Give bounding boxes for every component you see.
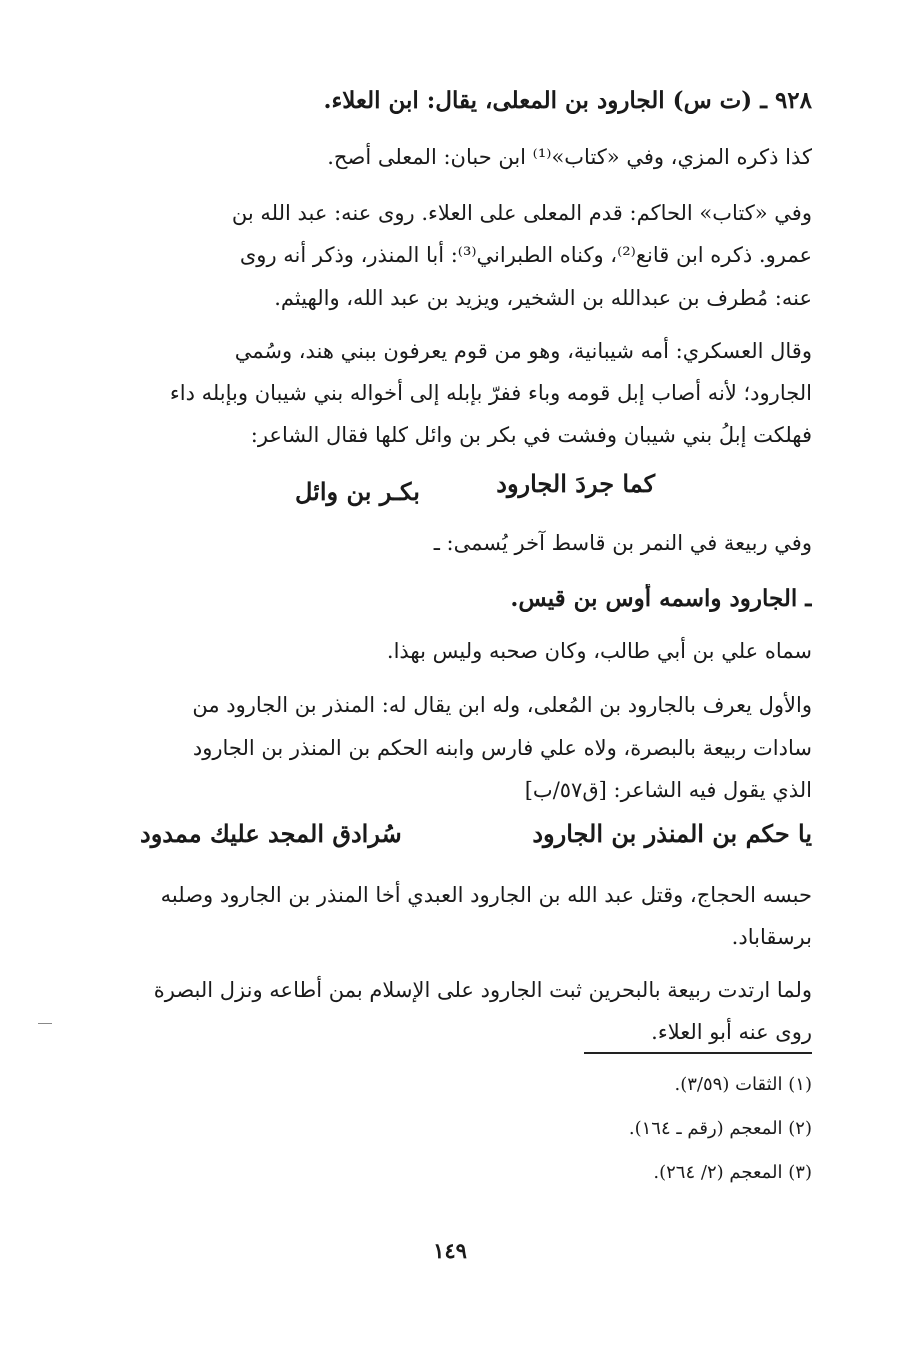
verse-hemistich-left: سُرادق المجد عليك ممدود — [140, 819, 402, 848]
paragraph-line: عنه: مُطرف بن عبدالله بن الشخير، ويزيد بن عبد الله، والهيثم. — [274, 286, 812, 310]
paragraph-line: وفي «كتاب» الحاكم: قدم المعلى على العلاء. روى عنه: عبد الله بن — [231, 201, 812, 225]
paragraph-line: وفي ربيعة في النمر بن قاسط آخر يُسمى: ـ — [433, 531, 812, 555]
paragraph-line: فهلكت إبلُ بني شيبان وفشت في بكر بن وائل كلها فقال الشاعر: — [250, 423, 812, 447]
entry-heading: ٩٢٨ ـ (ت س) الجارود بن المعلى، يقال: ابن العلاء. — [323, 87, 812, 114]
paragraph-line: برسقاباد. — [731, 925, 812, 949]
page-number: ١٤٩ — [433, 1238, 467, 1263]
paragraph-line: الذي يقول فيه الشاعر: [ق٥٧/ب] — [524, 778, 812, 802]
footnote: (٣) المعجم (٢/ ٢٦٤). — [653, 1162, 812, 1183]
paragraph-line: كذا ذكره المزي، وفي «كتاب»⁽¹⁾ ابن حبان: المعلى أصح. — [327, 145, 812, 169]
verse-hemistich-right: كما جردَ الجارود — [496, 469, 655, 498]
paragraph-line: ولما ارتدت ربيعة بالبحرين ثبت الجارود على الإسلام بمن أطاعه ونزل البصرة — [153, 978, 812, 1002]
margin-mark — [38, 1023, 52, 1024]
verse-hemistich-right: يا حكم بن المنذر بن الجارود — [532, 819, 812, 848]
paragraph-line: روى عنه أبو العلاء. — [651, 1020, 812, 1044]
footnote: (١) الثقات (٣/٥٩). — [674, 1074, 812, 1095]
paragraph-line: سماه علي بن أبي طالب، وكان صحبه وليس بهذا. — [386, 639, 812, 663]
footnote: (٢) المعجم (رقم ـ ١٦٤). — [628, 1118, 812, 1139]
subheading: ـ الجارود واسمه أوس بن قيس. — [510, 585, 812, 612]
paragraph-line: وقال العسكري: أمه شيبانية، وهو من قوم يعرفون ببني هند، وسُمي — [234, 339, 812, 363]
paragraph-line: حبسه الحجاج، وقتل عبد الله بن الجارود العبدي أخا المنذر بن الجارود وصلبه — [160, 883, 812, 907]
paragraph-line: والأول يعرف بالجارود بن المُعلى، وله ابن يقال له: المنذر بن الجارود من — [192, 693, 812, 717]
verse-hemistich-left: بكـر بن وائل — [295, 477, 420, 506]
paragraph-line: سادات ربيعة بالبصرة، ولاه علي فارس وابنه الحكم بن المنذر بن الجارود — [192, 736, 812, 760]
paragraph-line: الجارود؛ لأنه أصاب إبل قومه وباء ففرّ بإبله إلى أخواله بني شيبان وبإبله داء — [169, 381, 812, 405]
footnote-separator — [584, 1052, 812, 1054]
paragraph-line: عمرو. ذكره ابن قانع⁽²⁾، وكناه الطبراني⁽³⁾: أبا المنذر، وذكر أنه روى — [239, 243, 812, 267]
